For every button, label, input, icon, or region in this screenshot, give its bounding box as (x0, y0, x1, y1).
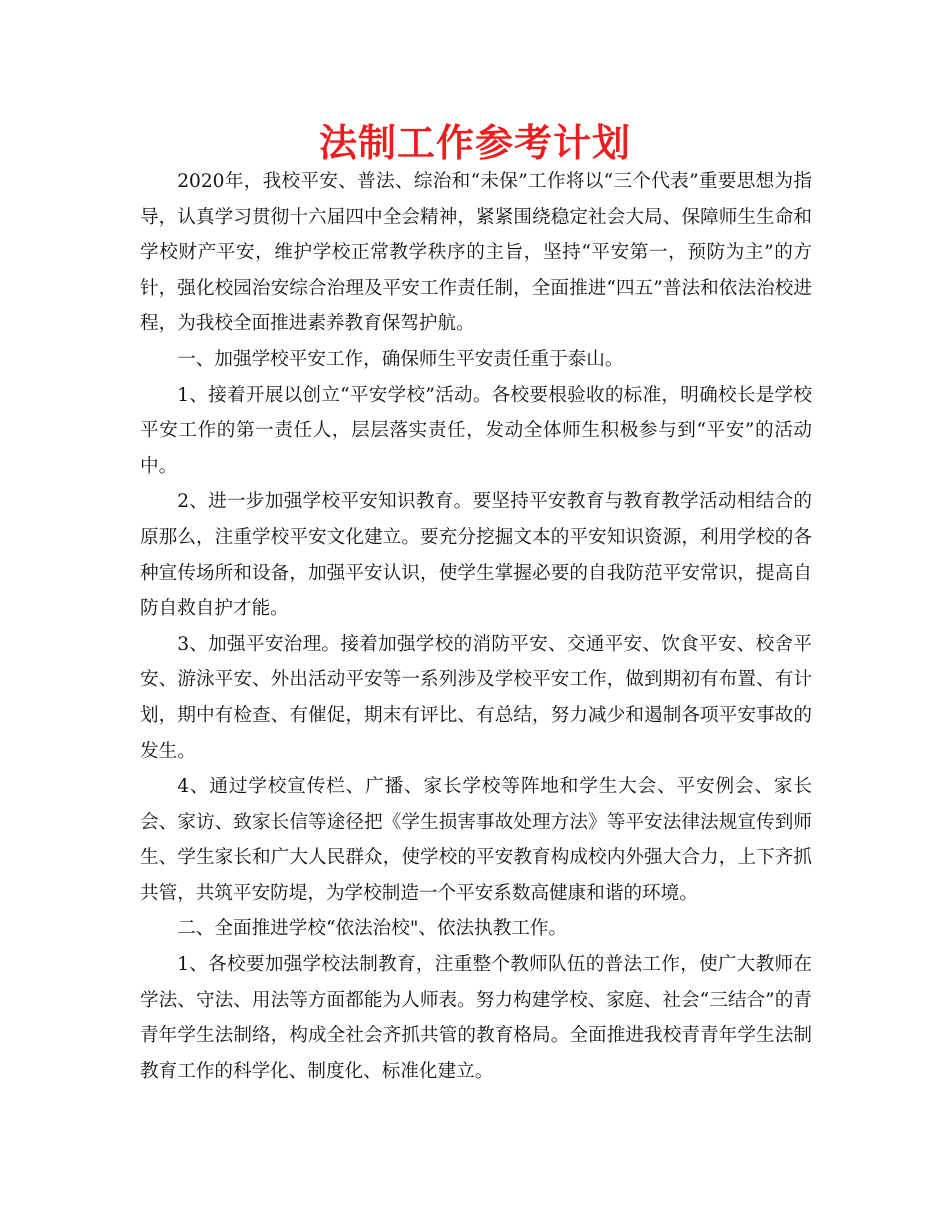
document-title: 法制工作参考计划 (318, 121, 631, 165)
paragraph-1-4: 4、通过学校宣传栏、广播、家长学校等阵地和学生大会、平安例会、家长会、家访、致家长信等途径把《学生损害事故处理方法》等平安法律法规宣传到师生、学生家长和广大人民群众，使学校的平安教育构成校内外强大合力，上下齐抓共管，共筑平安防堤，为学校制造一个平安系数高健康和谐的环境。 (140, 776, 812, 904)
section-heading-2: 二、全面推进学校“依法治校"、依法执教工作。 (177, 918, 568, 940)
paragraph-2-1: 1、各校要加强学校法制教育，注重整个教师队伍的普法工作，使广大教师在学法、守法、用法等方面都能为人师表。努力构建学校、家庭、社会“三结合”的青青年学生法制络，构成全社会齐抓共管的教育格局。全面推进我校青青年学生法制教育工作的科学化、制度化、标准化建立。 (140, 954, 812, 1082)
paragraph-1-1: 1、接着开展以创立“平安学校”活动。各校要根验收的标准，明确校长是学校平安工作的第一责任人，层层落实责任，发动全体师生积极参与到“平安”的活动中。 (140, 384, 812, 477)
paragraph-1-3: 3、加强平安治理。接着加强学校的消防平安、交通平安、饮食平安、校舍平安、游泳平安、外出活动平安等一系列涉及学校平安工作，做到期初有布置、有计划，期中有检查、有催促，期末有评比、有总结，努力减少和遏制各项平安事故的发生。 (140, 633, 812, 762)
document-body (140, 164, 812, 1089)
paragraph-1-2: 2、进一步加强学校平安知识教育。要坚持平安教育与教育教学活动相结合的原那么，注重学校平安文化建立。要充分挖掘文本的平安知识资源，利用学校的各种宣传场所和设备，加强平安认识，使学生掌握必要的自我防范平安常识，提高自防自救自护才能。 (140, 491, 812, 620)
section-heading-1: 一、加强学校平安工作，确保师生平安责任重于泰山。 (177, 348, 624, 370)
paragraph-intro: 2020年，我校平安、普法、综治和“未保”工作将以“三个代表”重要思想为指导，认真学习贯彻十六届四中全会精神，紧紧围绕稳定社会大局、保障师生生命和学校财产平安，维护学校正常教学秩序的主旨，坚持“平安第一，预防为主”的方针，强化校园治安综合治理及平安工作责任制，全面推进“四五”普法和依法治校进程，为我校全面推进素养教育保驾护航。 (140, 171, 812, 335)
